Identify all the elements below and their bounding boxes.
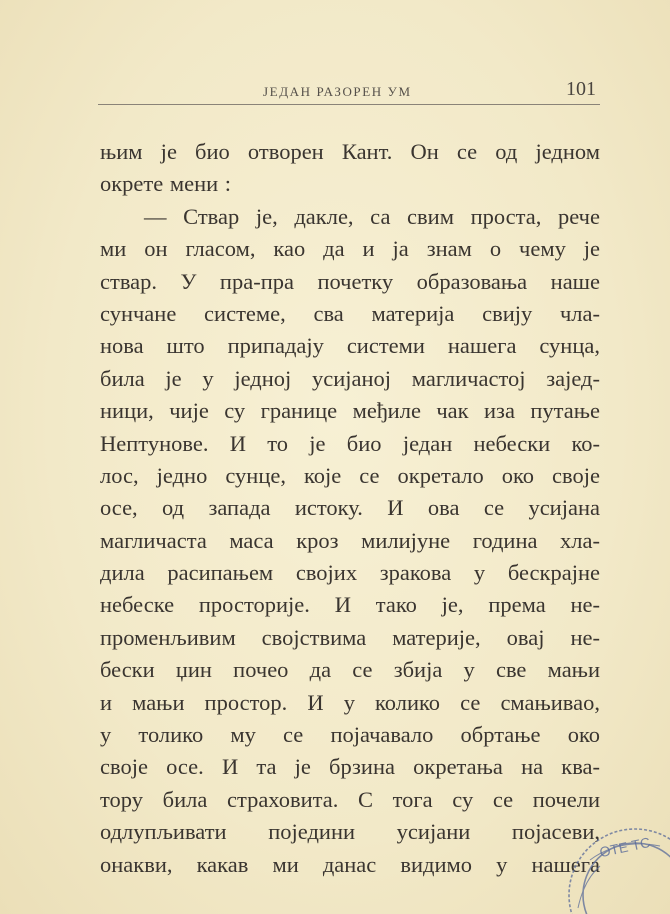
text-line: — Ствар је, дакле, са свим проста, рече	[144, 203, 600, 229]
text-line: лос, једно сунце, које се окретало око своје	[100, 462, 600, 488]
text-line: у толико му се појачавало обртање око	[100, 722, 600, 748]
text-line: Нептунове. И то је био један небески ко-	[100, 430, 600, 456]
text-line: магличаста маса кроз милијуне година хла-	[100, 527, 600, 553]
text-line: онакви, какав ми данас видимо у нашега	[100, 851, 600, 877]
text-line: осе, од запада истоку. И ова се усијана	[100, 495, 600, 521]
page-header	[98, 78, 600, 105]
text-line: дила расипањем својих зракова у бескрајне	[100, 560, 600, 586]
text-line: ствар. У пра-пра почетку образовања наше	[100, 268, 600, 294]
text-line: нова што припадају системи нашега сунца,	[100, 333, 600, 359]
page-number: 101	[566, 78, 596, 100]
text-line: била је у једној усијаној магличастој зајед-	[100, 365, 600, 391]
text-line: променљивим својствима материје, овај не-	[100, 624, 600, 650]
text-line: сунчане системе, сва материја свију чла-	[100, 300, 600, 326]
text-line: ми он гласом, као да и ја знам о чему је	[100, 236, 600, 262]
library-stamp	[560, 820, 670, 914]
text-line: ници, чије су границе међиле чак иза путање	[100, 398, 600, 424]
text-line: небеске просторије. И тако је, према не-	[100, 592, 600, 618]
text-line: одлупљивати поједини усијани појасеви,	[100, 819, 600, 845]
text-line: и мањи простор. И у колико се смањивао,	[100, 689, 600, 715]
stamp-text: ОТЕ ТС	[598, 833, 652, 861]
running-title: ЈЕДАН РАЗОРЕН УМ	[263, 84, 412, 99]
text-line: бески џин почео да се збија у све мањи	[100, 657, 600, 683]
text-line: тору била страховита. С тога су се почели	[100, 786, 600, 812]
body-text	[100, 136, 600, 881]
text-line: своје осе. И та је брзина окретања на ква-	[100, 754, 600, 780]
text-line: њим је био отворен Кант. Он се од једном	[100, 139, 600, 164]
text-line: окрете мени :	[100, 171, 232, 197]
